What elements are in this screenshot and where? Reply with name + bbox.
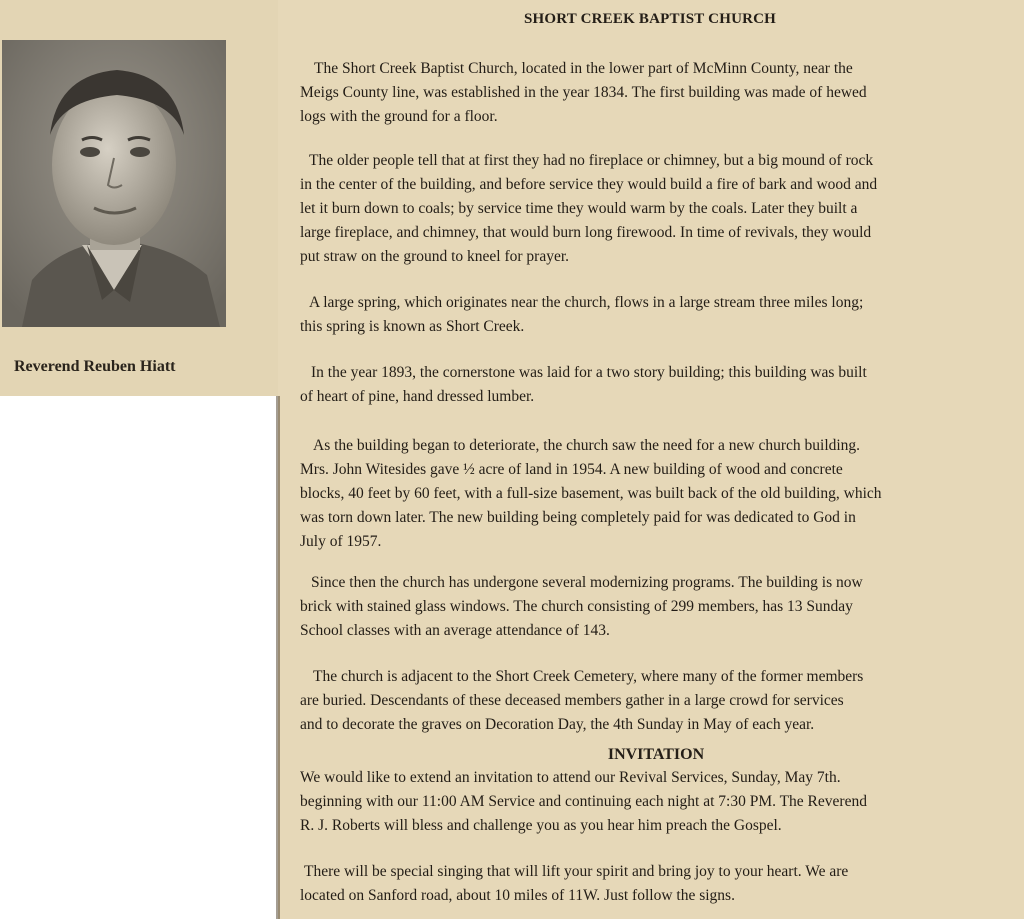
text-line: School classes with an average attendance of 143. bbox=[300, 622, 610, 639]
paragraph-singing bbox=[300, 860, 1012, 908]
text-line: in the center of the building, and before service they would build a fire of bark and wood and bbox=[300, 176, 878, 193]
text-line: blocks, 40 feet by 60 feet, with a full-size basement, was built back of the old building, which bbox=[300, 485, 882, 502]
paragraph-modernizing bbox=[300, 571, 1012, 643]
text-line: July of 1957. bbox=[300, 533, 382, 550]
paragraph-cemetery bbox=[300, 665, 1012, 737]
text-line: was torn down later. The new building being completely paid for was dedicated to God in bbox=[300, 509, 856, 526]
text-line: Since then the church has undergone several modernizing programs. The building is now bbox=[311, 574, 863, 591]
text-line: this spring is known as Short Creek. bbox=[300, 318, 525, 335]
text-line: As the building began to deteriorate, the church saw the need for a new church building. bbox=[313, 437, 861, 454]
paragraph-fireplace bbox=[300, 149, 1012, 269]
text-line: let it burn down to coals; by service time they would warm by the coals. Later they built a bbox=[300, 200, 858, 217]
photo-caption: Reverend Reuben Hiatt bbox=[14, 358, 176, 375]
portrait-photo bbox=[2, 40, 226, 327]
paper-edge-shadow bbox=[276, 396, 280, 919]
text-line: Mrs. John Witesides gave ½ acre of land in 1954. A new building of wood and concrete bbox=[300, 461, 843, 478]
text-line: We would like to extend an invitation to attend our Revival Services, Sunday, May 7th. bbox=[300, 769, 841, 786]
text-line: located on Sanford road, about 10 miles of 11W. Just follow the signs. bbox=[300, 887, 735, 904]
text-line: The church is adjacent to the Short Creek Cemetery, where many of the former members bbox=[313, 668, 864, 685]
text-line: There will be special singing that will lift your spirit and bring joy to your heart. We are bbox=[304, 863, 849, 880]
text-line: In the year 1893, the cornerstone was laid for a two story building; this building was built bbox=[311, 364, 867, 381]
paragraph-spring bbox=[300, 291, 1012, 339]
paragraph-invitation bbox=[300, 766, 1012, 838]
text-line: are buried. Descendants of these deceased members gather in a large crowd for services bbox=[300, 692, 844, 709]
paragraph-founding bbox=[300, 57, 1012, 129]
invitation-heading: INVITATION bbox=[607, 746, 705, 763]
text-line: put straw on the ground to kneel for prayer. bbox=[300, 248, 570, 265]
text-line: large fireplace, and chimney, that would burn long firewood. In time of revivals, they would bbox=[300, 224, 872, 241]
text-line: of heart of pine, hand dressed lumber. bbox=[300, 388, 535, 405]
text-line: The older people tell that at first they had no fireplace or chimney, but a big mound of rock bbox=[309, 152, 874, 169]
text-line: logs with the ground for a floor. bbox=[300, 108, 498, 125]
text-line: Meigs County line, was established in the year 1834. The first building was made of hewed bbox=[300, 84, 867, 101]
text-line: The Short Creek Baptist Church, located in the lower part of McMinn County, near the bbox=[314, 60, 853, 77]
text-line: A large spring, which originates near the church, flows in a large stream three miles long; bbox=[309, 294, 864, 311]
paragraph-new-building bbox=[300, 434, 1012, 554]
paragraph-cornerstone bbox=[300, 361, 1012, 409]
text-line: beginning with our 11:00 AM Service and continuing each night at 7:30 PM. The Reverend bbox=[300, 793, 867, 810]
text-line: R. J. Roberts will bless and challenge you as you hear him preach the Gospel. bbox=[300, 817, 782, 834]
article-title: SHORT CREEK BAPTIST CHURCH bbox=[523, 11, 777, 27]
text-line: and to decorate the graves on Decoration Day, the 4th Sunday in May of each year. bbox=[300, 716, 815, 733]
text-line: brick with stained glass windows. The church consisting of 299 members, has 13 Sunday bbox=[300, 598, 853, 615]
